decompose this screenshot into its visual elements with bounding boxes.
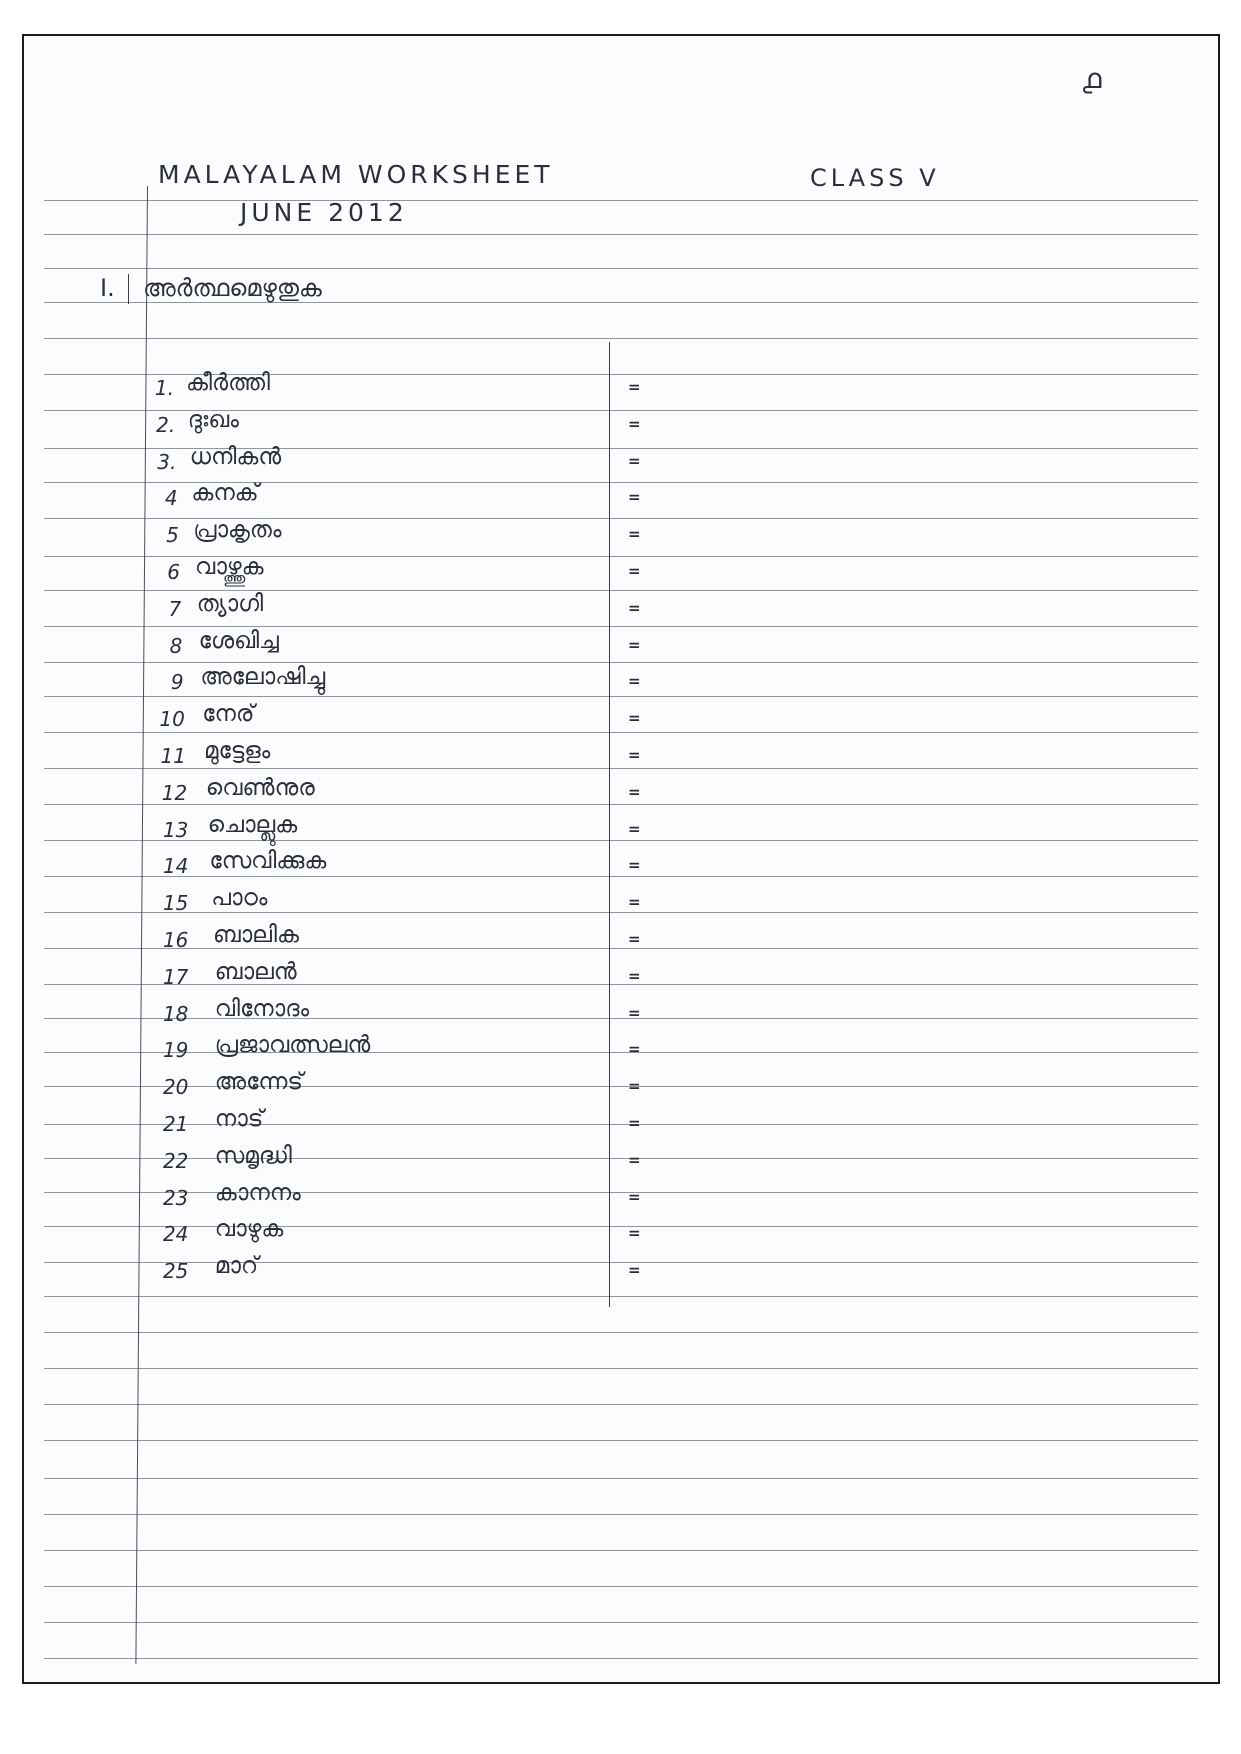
ruled-line [44, 1658, 1198, 1659]
item-word: ചൊല്ലുക [207, 812, 298, 838]
item-word: ദുഃഖം [187, 407, 239, 433]
item-colon: = [628, 488, 641, 506]
item-word: ധനികൻ [189, 444, 282, 470]
item-number: 15 [162, 891, 189, 915]
item-word: അന്നേട് [214, 1069, 304, 1095]
item-word: കനക് [191, 480, 259, 506]
item-colon: = [628, 709, 641, 727]
ruled-line [44, 1622, 1198, 1623]
item-colon: = [628, 1188, 641, 1206]
item-number: 14 [162, 854, 189, 878]
item-word: കീർത്തി [186, 370, 271, 396]
ruled-line [44, 1368, 1198, 1369]
item-colon: = [628, 856, 641, 874]
ruled-line [44, 732, 1198, 733]
item-word: പാഠം [211, 885, 268, 911]
item-word: വാഴുക [214, 1216, 284, 1242]
item-word: അലോഷിച്ചു [200, 664, 326, 690]
ruled-line [44, 662, 1198, 663]
item-number: 22 [162, 1149, 189, 1173]
section-instruction: അർത്ഥമെഴുതുക [143, 274, 322, 302]
ruled-line [44, 1586, 1198, 1587]
item-colon: = [628, 378, 641, 396]
item-number: 16 [162, 928, 189, 952]
page-number: ൧ [1082, 62, 1102, 95]
item-colon: = [628, 672, 641, 690]
item-number: 11 [160, 744, 186, 768]
item-word: സേവിക്കുക [209, 848, 327, 874]
item-number: 21 [162, 1112, 189, 1136]
item-word: നാട് [214, 1106, 264, 1132]
item-number: 12 [161, 781, 188, 805]
item-word: സമൃദ്ധി [214, 1143, 292, 1169]
item-number: 13 [162, 818, 189, 842]
item-colon: = [628, 1151, 641, 1169]
ruled-line [44, 804, 1198, 805]
ruled-line [44, 234, 1198, 235]
item-colon: = [628, 893, 641, 911]
item-word: ത്യാഗി [196, 591, 264, 617]
item-colon: = [628, 1077, 641, 1095]
ruled-line [44, 1332, 1198, 1333]
item-colon: = [628, 783, 641, 801]
ruled-line [44, 1514, 1198, 1515]
ruled-line [44, 268, 1198, 269]
item-colon: = [628, 1224, 641, 1242]
item-number: 2. [156, 413, 176, 437]
item-number: 23 [162, 1186, 189, 1210]
ruled-line [44, 948, 1198, 949]
item-number: 3. [157, 450, 177, 474]
item-colon: = [628, 967, 641, 985]
item-number: 4 [164, 486, 178, 510]
item-colon: = [628, 599, 641, 617]
item-colon: = [628, 1004, 641, 1022]
item-colon: = [628, 1114, 641, 1132]
item-word: നേര് [202, 701, 255, 727]
item-colon: = [628, 930, 641, 948]
ruled-line [44, 696, 1198, 697]
worksheet-title: MALAYALAM WORKSHEET [158, 160, 554, 189]
item-number: 1. [154, 376, 174, 400]
item-word: ബാലിക [213, 922, 299, 948]
ruled-line [44, 1296, 1198, 1297]
item-colon: = [628, 746, 641, 764]
worksheet-date: JUNE 2012 [240, 198, 408, 227]
item-word: പ്രാകൃതം [193, 517, 282, 543]
answer-column-line [609, 342, 610, 1307]
ruled-line [44, 1478, 1198, 1479]
section-divider [128, 274, 129, 304]
item-number: 5 [166, 523, 179, 547]
ruled-line [44, 768, 1198, 769]
ruled-line [44, 840, 1198, 841]
item-word: ബാലൻ [214, 959, 297, 985]
item-number: 17 [162, 965, 189, 989]
item-colon: = [628, 415, 641, 433]
ruled-line [44, 912, 1198, 913]
item-word: മാറ് [214, 1253, 259, 1279]
ruled-line [44, 338, 1198, 339]
item-colon: = [628, 1261, 641, 1279]
item-word: പ്രജാവത്സലൻ [214, 1032, 371, 1058]
item-number: 8 [169, 634, 183, 658]
item-colon: = [628, 1040, 641, 1058]
worksheet-class: CLASS V [810, 164, 940, 192]
item-number: 6 [167, 560, 180, 584]
item-colon: = [628, 636, 641, 654]
ruled-line [44, 1550, 1198, 1551]
item-word: കാനനം [214, 1180, 301, 1206]
item-colon: = [628, 562, 641, 580]
item-number: 24 [162, 1222, 189, 1246]
item-word: മുട്ടേളം [204, 738, 271, 764]
item-number: 9 [170, 670, 184, 694]
ruled-line [44, 1440, 1198, 1441]
item-number: 20 [162, 1075, 189, 1099]
item-number: 19 [162, 1038, 189, 1062]
item-number: 18 [162, 1002, 189, 1026]
item-colon: = [628, 820, 641, 838]
item-word: വിനോദം [214, 996, 310, 1022]
ruled-line [44, 876, 1198, 877]
item-number: 10 [159, 707, 185, 731]
item-colon: = [628, 525, 641, 543]
item-number: 7 [168, 597, 182, 621]
ruled-line [44, 626, 1198, 627]
item-word: വെൺനുര [205, 775, 315, 801]
ruled-line [44, 1404, 1198, 1405]
section-marker: I. [100, 274, 115, 302]
item-word: വാഴ്ത്തുക [195, 554, 264, 580]
ruled-line [44, 200, 1198, 201]
section-heading [100, 274, 322, 304]
item-word: ശേഖിച്ച [198, 628, 279, 654]
item-number: 25 [162, 1259, 189, 1283]
item-colon: = [628, 452, 641, 470]
